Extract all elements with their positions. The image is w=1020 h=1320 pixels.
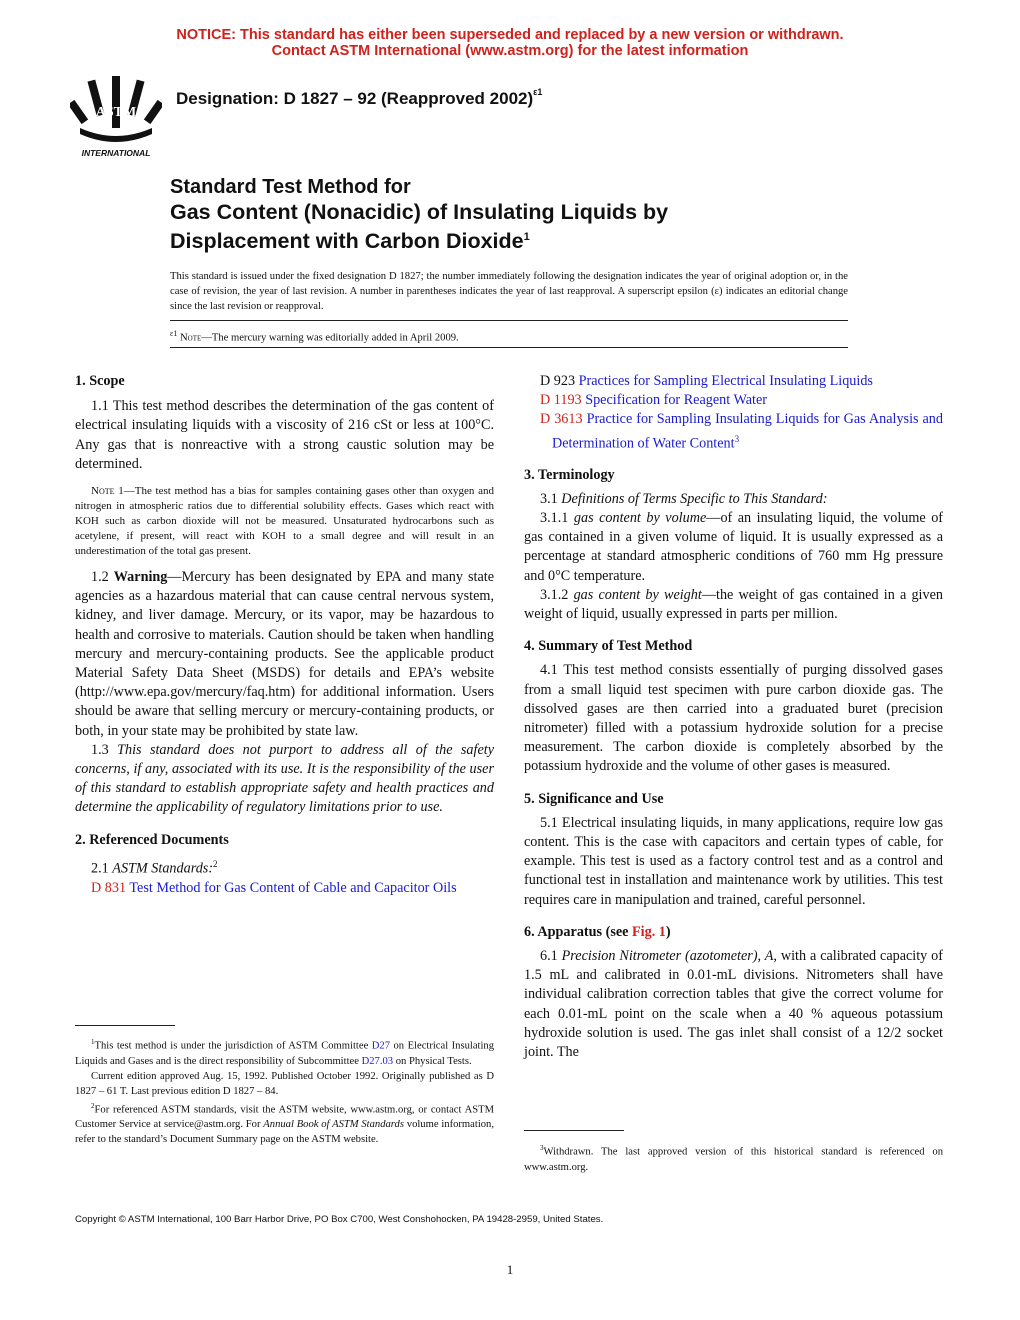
notice-line-2: Contact ASTM International (www.astm.org) for the latest information: [271, 43, 749, 59]
para-1-2-num: 1.2: [91, 569, 109, 586]
fig-1-link[interactable]: Fig. 1: [632, 923, 666, 940]
para-1-2-text: —Mercury has been designated by EPA and many state agencies as a hazardous material that can cause central nervous system, kidney, and liver damage. Mercury, or its vapor, may be hazardous to health and corrosive to materials. Caution should be taken when handling mercury and mercury-containing products. See the applicable product Material Safety Data Sheet (MSDS) for details and EPA’s website (http://www.epa.gov/mercury/faq.htm) for additional information. Users should be aware that selling mercury or mercury-containing products, or both, in your state may be prohibited by state law.: [75, 569, 495, 739]
para-6-1: [524, 947, 943, 1062]
term-gas-content-volume: gas content by volume: [573, 509, 707, 526]
section-2-heading: 2. Referenced Documents: [75, 831, 229, 848]
title-line-2: Gas Content (Nonacidic) of Insulating Liquids by: [170, 200, 669, 224]
para-5-1: 5.1 Electrical insulating liquids, in many applications, require low gas content. This is the case with capacitors and certain types of cable, for example. This test is used as a factory control test and as a control and functional test in installation and maintenance work by utilities. This test requires care in manipulation and trained, careful personnel.: [524, 814, 943, 908]
section-6-heading-text: 6. Apparatus (see: [524, 923, 629, 940]
footnote-1: $^1$This test method is under the jurisdiction of ASTM Committee D27 on Electrical Insulating Liquids and Gases and is the direct responsibility of Subcommittee D27.03 on Physical Tests.: [75, 1038, 495, 1067]
page-number: 1: [506, 1262, 514, 1277]
copyright: Copyright © ASTM International, 100 Barr Harbor Drive, PO Box C700, West Conshohocken, PA 19428-2959, United States.: [75, 1214, 604, 1225]
intro-text: This standard is issued under the fixed designation D 1827; the number immediately following the designation indicates the year of original adoption or, in the case of revision, the year of last revision. A number in parentheses indicates the year of last reapproval. A superscript epsilon (ε) indicates an editorial change since the last revision or reapproval.: [170, 271, 848, 312]
eps-label: Note: [180, 332, 202, 344]
para-3-1-2: [524, 586, 943, 624]
ref-d831-title[interactable]: Test Method for Gas Content of Cable and Capacitor Oils: [129, 879, 457, 896]
fn1-a: This test method is under the jurisdiction of ASTM Committee: [94, 1040, 369, 1052]
para-4-1: 4.1 This test method consists essentially of purging dissolved gases from a small liquid test specimen with pure carbon dioxide gas. The dissolved gases are then carried into a graduated buret (precision nitrometer) filled with a potassium hydroxide solution for a precise measurement. The carbon dioxide is completely absorbed by the potassium hydroxide and the volume of other gases is measured.: [524, 662, 943, 775]
divider: [170, 320, 848, 321]
ref-d3613-title[interactable]: Practice for Sampling Insulating Liquids for Gas Analysis and Determination of Water Content: [552, 411, 943, 452]
logo-sub-text: INTERNATIONAL: [81, 148, 151, 158]
para-2-1: [75, 855, 494, 879]
fn2-a: For referenced ASTM standards, visit the ASTM website, www.astm.org, or contact ASTM Customer Service at service@astm.org. For: [75, 1104, 494, 1131]
fn2-b: volume information, refer to the standard’s Document Summary page on the ASTM website.: [75, 1119, 495, 1146]
para-3-1-1-text: —of an insulating liquid, the volume of gas contained in a given volume of liquid. It is usually expressed as a percentage at standard atmospheric conditions of 760 mm Hg pressure and 0°C temperature.: [524, 509, 944, 584]
footnote-2: $^2$For referenced ASTM standards, visit the ASTM website, www.astm.org, or contact ASTM Customer Service at service@astm.org. For Annual Book of ASTM Standards volume information, refer to the standard’s Document Summary page on the ASTM website.: [75, 1101, 495, 1146]
section-1-heading: 1. Scope: [75, 373, 125, 389]
ref-d923[interactable]: [524, 372, 943, 391]
logo-org-text: ASTM: [95, 105, 137, 120]
astm-logo: [70, 72, 162, 158]
section-6-heading-close: ): [665, 923, 671, 940]
section-3-heading: 3. Terminology: [524, 466, 615, 483]
ref-d1193-code[interactable]: D 1193: [540, 392, 582, 409]
para-6-1-num: 6.1: [540, 948, 558, 965]
divider: [170, 347, 848, 348]
para-3-1-1: [524, 509, 943, 586]
term-precision-nitrometer: Precision Nitrometer: [561, 948, 682, 965]
fn1-link-d27[interactable]: D27: [371, 1040, 391, 1052]
page-title: [170, 175, 668, 254]
note-1-text: —The test method has a bias for samples containing gases other than oxygen and nitrogen in atmospheric ratios due to differential solubility effects. Gases which react with KOH such as carbon dioxide will not be measured. Unsaturated hydrocarbons such as acetylene, if present, will react with KOH to a small degree and will result in an underestimation of the total gas present.: [75, 485, 494, 558]
para-6-1-paren: (azotometer), A,: [685, 948, 777, 965]
astm-logo-icon: [70, 72, 162, 158]
footnote-ref-2[interactable]: 2: [213, 858, 218, 869]
para-1-2: [75, 568, 494, 741]
para-3-1-2-text: —the weight of gas contained in a given weight of liquid, usually expressed in parts per million.: [524, 586, 943, 622]
ref-d831[interactable]: [75, 879, 494, 898]
notice-line-1: NOTICE: This standard has either been superseded and replaced by a new version or withdrawn.: [176, 27, 844, 43]
para-6-1-text: with a calibrated capacity of 1.5 mL and calibrated in 0.01-mL divisions. Nitrometers shall have individual calibration correction tables that give the correct volume for each 0.01-mL point on the scale when a 40 % aqueous potassium hydroxide solution is used. The gas inlet shall consist of a 12/2 socket joint. The: [524, 948, 944, 1061]
fn1-c: on Physical Tests.: [395, 1055, 472, 1067]
ref-d3613-code[interactable]: D 3613: [540, 411, 583, 428]
footnote-ref-3[interactable]: 3: [734, 433, 740, 444]
right-column: [524, 372, 943, 1062]
note-1-label: Note 1: [91, 485, 124, 498]
footnotes-left: [75, 1035, 494, 1147]
note-1: [75, 484, 494, 559]
ref-d1193-title[interactable]: Specification for Reagent Water: [585, 392, 767, 409]
title-line-1: Standard Test Method for: [170, 176, 411, 198]
eps-mark: ε1: [170, 329, 178, 338]
para-2-1-num: 2.1: [91, 860, 109, 877]
section-6-heading: [524, 923, 943, 942]
para-2-1-text: ASTM Standards:: [112, 860, 214, 877]
para-3-1: [524, 490, 943, 509]
section-5-heading: 5. Significance and Use: [524, 790, 664, 807]
para-3-1-2-num: 3.1.2: [540, 586, 569, 603]
designation: [176, 89, 542, 109]
footnote-3: $^3$Withdrawn. The last approved version of this historical standard is referenced on www.astm.org.: [524, 1144, 943, 1173]
fn1-b: on Electrical Insulating Liquids and Gases and is the direct responsibility of Subcommittee: [75, 1040, 495, 1067]
designation-text: Designation: D 1827 – 92 (Reapproved 2002): [176, 89, 534, 108]
para-1-3-text: This standard does not purport to address all of the safety concerns, if any, associated with its use. It is the responsibility of the user of this standard to establish appropriate safety and health practices and determine the applicability of regulatory limitations prior to use.: [75, 741, 494, 816]
term-gas-content-weight: gas content by weight: [573, 586, 702, 603]
ref-d1193[interactable]: [524, 391, 943, 410]
ref-d831-code[interactable]: D 831: [91, 879, 127, 896]
fn3-text: Withdrawn. The last approved version of this historical standard is referenced on www.astm.org.: [524, 1146, 943, 1173]
ref-d3613[interactable]: [524, 410, 943, 453]
warning-label: Warning: [113, 569, 168, 586]
footnote-divider: [524, 1130, 624, 1131]
para-3-1-text: Definitions of Terms Specific to This Standard:: [561, 490, 828, 507]
para-3-1-num: 3.1: [540, 490, 558, 507]
footnote-1-edition: Current edition approved Aug. 15, 1992. Published October 1992. Originally published as D 1827 – 61 T. Last previous edition D 1827 – 84.: [75, 1070, 494, 1097]
epsilon-note: [170, 329, 459, 344]
title-sup: 1: [523, 231, 530, 243]
para-1-3-num: 1.3: [91, 741, 109, 758]
para-1-1: 1.1 This test method describes the determination of the gas content of electrical insulating liquids with a viscosity of 216 cSt or less at 100°C. Any gas that is nonreactive with a strong caustic solution may be determined.: [75, 398, 494, 472]
left-column: [75, 372, 494, 898]
eps-text: —The mercury warning was editorially added in April 2009.: [201, 332, 459, 344]
fn1-link-d2703[interactable]: D27.03: [361, 1055, 394, 1067]
footnote-divider: [75, 1025, 175, 1026]
title-line-3: Displacement with Carbon Dioxide: [170, 229, 524, 254]
para-3-1-1-num: 3.1.1: [540, 509, 569, 526]
designation-sup: ε1: [533, 87, 543, 97]
ref-d923-code: D 923: [540, 373, 576, 389]
fn2-italic: Annual Book of ASTM Standards: [263, 1119, 404, 1131]
ref-d923-title[interactable]: Practices for Sampling Electrical Insulating Liquids: [578, 373, 873, 389]
para-1-3: [75, 741, 494, 818]
section-4-heading: 4. Summary of Test Method: [524, 638, 693, 655]
